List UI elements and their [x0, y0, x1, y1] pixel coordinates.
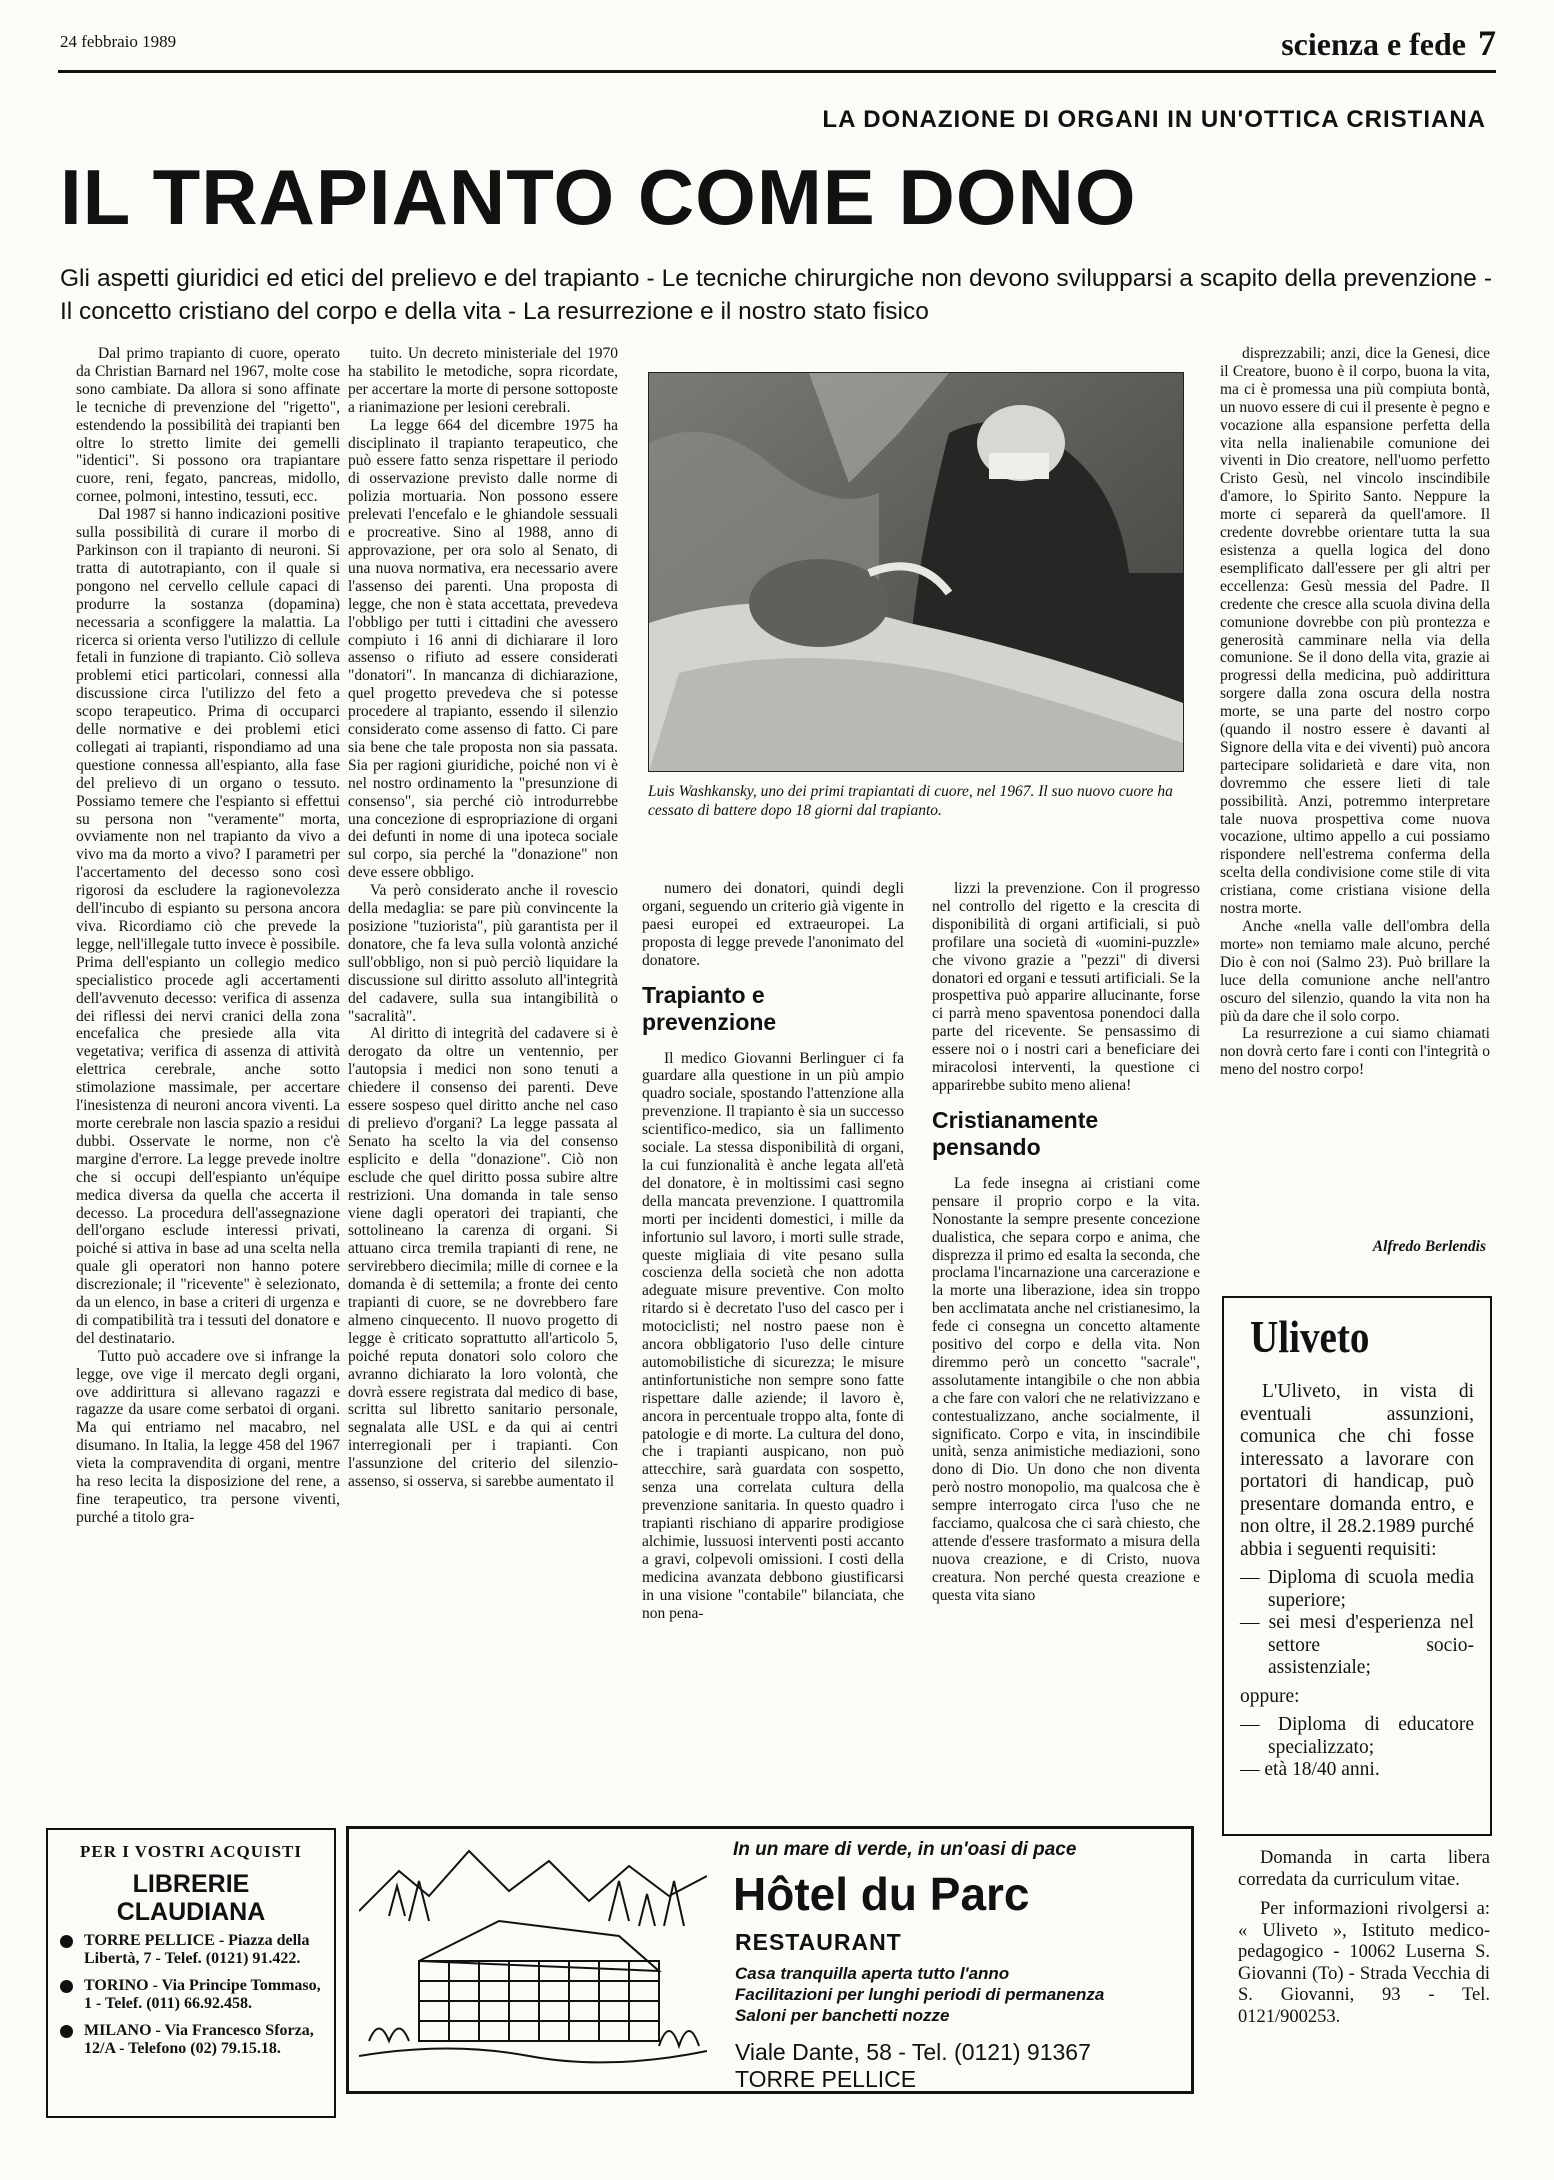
- article-kicker: LA DONAZIONE DI ORGANI IN UN'OTTICA CRISTIANA: [822, 106, 1486, 133]
- section-title: scienza e fede: [1281, 26, 1466, 62]
- librerie-ad: [46, 1828, 336, 2118]
- bullet-icon: [60, 2025, 73, 2038]
- paragraph: La legge 664 del dicembre 1975 ha disciplinato il trapianto terapeutico, che può essere fatto senza rispettare il periodo di osservazione previsto dalle norme di polizia mortuaria. Non possono essere prelevati l'encefalo e le ghiandole sessuali e procreative. Sino al 1988, anno di approvazione, per ora solo al Senato, di una nuova normativa, era necessario avere l'assenso dei parenti. Una proposta di legge, che non è stata accettata, prevedeva l'obbligo per tutti i cittadini che avessero compiuto i 16 anni di dichiarare il loro assenso o rifiuto ad essere considerati "donatori". In mancanza di dichiarazione, quel progetto prevedeva che si potesse procedere al trapianto, essendo il silenzio considerato come assenso di fatto. Ci pare sia bene che tale proposta non sia passata. Sia per ragioni giuridiche, poiché non vi è nel nostro ordinamento la "presunzione di consenso", sia perché ciò introdurrebbe una concezione di espropriazione di organi dei defunti in nome di una ipoteca sociale sul corpo, sia perché la "donazione" non deve essere obbligo.: [348, 416, 618, 882]
- hotel-town: TORRE PELLICE: [735, 2066, 917, 2092]
- photo-caption: Luis Washkansky, uno dei primi trapiantati di cuore, nel 1967. Il suo nuovo cuore ha cessato di battere dopo 18 giorni dal trapianto.: [648, 783, 1173, 819]
- store-address: TORINO - Via Principe Tommaso, 1 - Telef. (011) 66.92.458.: [84, 1977, 321, 2012]
- paragraph: numero dei donatori, quindi degli organi, seguendo un criterio già vigente in paesi europei ed extraeuropei. La proposta di legge prevede l'anonimato del donatore.: [642, 880, 904, 969]
- paragraph: disprezzabili; anzi, dice la Genesi, dice il Creatore, buono è il corpo, buona la vita, ma ci è promessa una più compiuta bontà, un nuovo essere di cui il presente è pegno e vocazione alla espansione perfetta della vita nella inalienabile comunione dei viventi in Dio creatore, nell'uomo perfetto Cristo Gesù, nel vincolo inscindibile d'amore, lo Spirito Santo. Neppure la morte ci separerà da quell'amore. Il credente dovrebbe orientare tutta la sua esistenza a quella logica del dono esemplificato dall'essere per gli altri per eccellenza: Gesù messia del Padre. Il credente che cresce alla scuola divina della comunione dovrebbe con più prontezza e generosità camminare nella via della comunione. Se il dono della vita, grazie ai progressi della medicina, può addirittura sorgere dalla zona oscura della nostra morte, se una parte del nostro corpo (quando il nostro essere è davanti al Signore della vita e dei viventi) può ancora partecipare solidarietà e dare vita, non dovremmo che essere lieti di tale possibilità. Anzi, potremmo interpretare tale nuova prospettiva come nuova vocazione, ultimo appello a cui possiamo rispondere nell'estrema conferma della scelta della condivisione come stile di vita cristiana, come cristiana visione della nostra morte.: [1220, 345, 1490, 918]
- uliveto-info: Per informazioni rivolgersi a: « Uliveto », Istituto medico-pedagogico - 10062 Luserna S. Giovanni (To) - Strada Vecchia di S. Giovanni, 93 - Tel. 0121/900253.: [1238, 1899, 1490, 2027]
- hotel-street: Viale Dante, 58 - Tel. (0121) 91367: [735, 2039, 1091, 2065]
- uliveto-notice: [1222, 1296, 1492, 1836]
- paragraph: Dal primo trapianto di cuore, operato da Christian Barnard nel 1967, molte cose sono cambiate. Da allora si sono affinate le tecniche di prevenzione del "rigetto", estendendo la possibilità dei trapianti ben oltre lo stretto limite dei gemelli "identici". Si possono ora trapiantare cuore, reni, fegato, pancreas, midollo, cornee, polmoni, intestino, tessuti, ecc.: [76, 345, 340, 506]
- paragraph: Va però considerato anche il rovescio della medaglia: se pare più convincente la posizione "tuziorista", più garantista per il donatore, che fa leva sulla volontà anziché sull'obbligo, non si può perciò liquidare la discussione sul diritto assoluto all'integrità del cadavere, sulla sua intangibilità o "sacralità".: [348, 882, 618, 1025]
- hotel-feature: Casa tranquilla aperta tutto l'anno: [735, 1964, 1010, 1983]
- subheading-prevenzione: Trapianto e prevenzione: [642, 981, 777, 1035]
- uliveto-oppure: oppure:: [1240, 1685, 1300, 1707]
- store-location: [58, 1932, 324, 1968]
- uliveto-intro: L'Uliveto, in vista di eventuali assunzioni, comunica che chi fosse interessato a lavorare con portatori di handicap, può presentare domanda entro, e non oltre, il 28.2.1989 purché abbia i seguenti requisiti:: [1240, 1381, 1474, 1560]
- article-title: IL TRAPIANTO COME DONO: [60, 153, 1137, 241]
- hotel-ad: [346, 1826, 1194, 2094]
- article-column-2: [348, 345, 618, 1910]
- paragraph: Dal 1987 si hanno indicazioni positive sulla possibilità di curare il morbo di Parkinson con il trapianto di neuroni. Si tratta di autotrapianto, con il quale si pongono nel cervello cellule capaci di produrre la sostanza (dopamina) necessaria a sconfiggere la malattia. La ricerca si orienta verso l'utilizzo di cellule fetali in funzione di trapianto. Ciò solleva problemi etici particolari, connessi alla discussione circa l'utilizzo del feto a scopo terapeutico. Prima di occuparci delle normative e dei problemi etici collegati ai trapianti, rispondiamo ad una questione connessa all'espianto, alla fase del prelievo di un organo o tessuto. Possiamo temere che l'espianto si effettui su persona non "veramente" morta, ovviamente non nel trapianto da vivo a vivo ma da morto a vivo? I parametri per l'accertamento del decesso sono così rigorosi da escludere la ragionevolezza dell'incubo di espianto su persona ancora viva. Ricordiamo ciò che prevede la legge, nell'illegale tutto invece è possibile. Prima dell'espianto un collegio medico specialistico procede agli accertamenti dell'avvenuto decesso: verifica di assenza dei riflessi dei nervi cranici della zona encefalica che presiede alla vita vegetativa; verifica di assenza di attività elettrica cerebrale, anche sotto stimolazione massimale, per accertare l'inesistenza di neuroni ancora viventi. La morte cerebrale non lascia spazio a residui dubbi. Osservate le norme, non c'è margine d'errore. La legge prevede inoltre che si occupi dell'espianto un'équipe medica diversa da quella che accerta il decesso. La procedura dell'assegnazione dell'organo esclude interessi privati, poiché si attiva in base ad una scelta nella quale gli operatori non hanno potere discrezionale; il "ricevente" è selezionato, da un elenco, in base a criteri di urgenza e di compatibilità tra i tessuti del donatore e del destinatario.: [76, 506, 340, 1347]
- subheading-cristianamente: Cristianamente pensando: [932, 1106, 1099, 1160]
- paragraph: tuito. Un decreto ministeriale del 1970 ha stabilito le metodiche, sopra ricordate, per accertare la morte di persone sottoposte a rianimazione per lesioni cerebrali.: [348, 345, 618, 416]
- paragraph: Anche «nella valle dell'ombra della morte» non temiamo male alcuno, perché Dio è con noi (Salmo 23). Può brillare la luce della comunione anche nell'antro oscuro del silenzio, quando la vita non ha più da dare che il solo corpo.: [1220, 918, 1490, 1025]
- patient-photo-image: [649, 373, 1183, 771]
- hotel-address: [735, 2039, 1091, 2093]
- article-column-5: [1220, 345, 1490, 1260]
- ad-store-name: [58, 1870, 324, 1926]
- paragraph: Al diritto di integrità del cadavere si è derogato da oltre un ventennio, per l'autopsia i medici non sono tenuti a chiedere il consenso dei parenti. Deve essere sospeso quel diritto anche nel caso di prelievo d'organi? La legge passata al Senato ha scelto la via del consenso esplicito e della "donazione". Ciò non esclude che quel diritto possa subire altre restrizioni. Una domanda in tale senso viene dagli operatori dei trapianti, che sottolineano la carenza di organi. Si attuano circa tremila trapianti di rene, ne servirebbero diecimila; mille di cornee e la domanda è di settemila; a fronte dei cento trapianti di cuore, se ne dovrebbero fare almeno cinquecento. Il nuovo progetto di legge è criticato soprattutto all'articolo 5, poiché reputa donatori solo coloro che avranno dichiarato la loro volontà, che dovrà essere registrata dal medico di base, scritta sul libretto sanitario personale, segnalata alle USL e da qui ai centri interregionali per i trapianti. Con l'assunzione del criterio del silenzio-assenso, si osserva, si sarebbe aumentato il: [348, 1025, 618, 1491]
- hotel-features: [735, 1963, 1104, 2026]
- store-address: MILANO - Via Francesco Sforza, 12/A - Telefono (02) 79.15.18.: [84, 2022, 314, 2057]
- store-location: [58, 2022, 324, 2058]
- hotel-restaurant: RESTAURANT: [735, 1929, 902, 1955]
- paragraph: La fede insegna ai cristiani come pensare il proprio corpo e la vita. Nonostante la sempre presente concezione dualistica, che separa corpo e anima, che disprezza il primo ed esalta la seconda, che proclama l'incarnazione una carcerazione e la morte una liberazione, idea sin troppo ben acclimatata anche nel cristianesimo, la fede ci consegna un concetto altamente positivo del corpo e della vita. Non diremmo però un concetto "sacrale", assolutamente intangibile o che non abbia a che fare con valori che ne relativizzano e contestualizzano, anche socialmente, il significato. Corpo e vita, in inscindibile unità, senza animistiche mediazioni, sono dono di Dio. Un dono che non diventa però nostro monopolio, ma qualcosa che è sempre interrogato circa l'uso che ne facciamo, qualcosa che ci sarà chiesto, che attende d'essere trasformato a misura della nuova creazione, e di Cristo, nuova creatura. Non perché questa creazione e questa vita siano: [932, 1174, 1200, 1604]
- ad-header: PER I VOSTRI ACQUISTI: [79, 1842, 303, 1861]
- article-column-3: [642, 880, 904, 1910]
- author-signature: Alfredo Berlendis: [1372, 1238, 1486, 1255]
- requirement-item: — Diploma di scuola media superiore;: [1240, 1567, 1474, 1611]
- issue-date: 24 febbraio 1989: [60, 32, 177, 51]
- hotel-feature: Facilitazioni per lunghi periodi di permanenza: [735, 1985, 1105, 2004]
- store-address: TORRE PELLICE - Piazza della Libertà, 7 - Telef. (0121) 91.422.: [84, 1932, 310, 1967]
- paragraph: La resurrezione a cui siamo chiamati non dovrà certo fare i conti con l'integrità o meno del nostro corpo!: [1220, 1025, 1490, 1079]
- hotel-tagline: In un mare di verde, in un'oasi di pace: [733, 1839, 1077, 1860]
- bullet-icon: [60, 1935, 73, 1948]
- store-name-line: CLAUDIANA: [116, 1898, 266, 1926]
- store-name-line: LIBRERIE: [132, 1870, 250, 1898]
- paragraph: lizzi la prevenzione. Con il progresso nel controllo del rigetto e la crescita di disponibilità di organi artificiali, si può profilare una società di «uomini-puzzle» che vivono grazie a "pezzi" di diversi donatori ed organi e tessuti artificiali. Se la prospettiva può apparire allucinante, forse ci parrà meno spaventosa ponendoci dalla parte del ricevente. Se pensassimo di essere noi o i nostri cari a beneficiare dei miracolosi interventi, la questione ci apparirebbe subito meno aliena!: [932, 880, 1200, 1094]
- page-number: 7: [1478, 23, 1496, 63]
- paragraph: Tutto può accadere ove si infrange la legge, ove vige il mercato degli organi, ove addirittura si allevano ragazzi e ragazze da usare come serbatoi di organi. Ma qui entriamo nel macabro, nel disumano. In Italia, la legge 458 del 1967 vieta la compravendita di organi, mentre ha reso lecita la disposizione del rene, a fine terapeutico, tra persone viventi, purché a titolo gra-: [76, 1347, 340, 1526]
- hotel-illustration-image: [359, 1841, 707, 2079]
- article-photo: [648, 372, 1184, 772]
- requirement-item: — sei mesi d'esperienza nel settore socio-assistenziale;: [1240, 1612, 1474, 1678]
- bullet-icon: [60, 1980, 73, 1993]
- paragraph: Il medico Giovanni Berlinguer ci fa guardare alla questione in un più ampio quadro sociale, spostando l'attenzione alla prevenzione. Il trapianto è sia un successo scientifico-medico, sia un fallimento sociale. La stessa disponibilità di organi, la cui funzionalità è anche legata all'età del donatore, è in moltissimi casi segno della mancata prevenzione. I quattromila morti per incidenti domestici, i mille da infortunio sul lavoro, i morti sulle strade, queste migliaia di vite pesano sulla coscienza della società che non adotta adeguate misure preventive. Con molto ritardo si è decretato l'uso del casco per i motociclisti; nel nostro paese non è ancora obbligatorio l'uso delle cinture automobilistiche di sicurezza; le misure antinfortunistiche non sempre sono fatte rispettare dalle aziende; il lavoro è, ancora in percentuale troppo alta, fonte di patologie e di morte. La cultura del dono, che i trapianti auspicano, non può attecchire, sarà guardata con sospetto, senza una correlata cultura della prevenzione sanitaria. In questo quadro i trapianti rischiano di apparire prodigiose alchimie, lussuosi interventi posti accanto a gravi, colpevoli omissioni. I costi della medicina avanzata debbono giustificarsi in una visione "contabile" bilanciata, che non pena-: [642, 1049, 904, 1622]
- uliveto-title: Uliveto: [1250, 1311, 1370, 1362]
- requirement-item: — età 18/40 anni.: [1240, 1759, 1380, 1780]
- store-location: [58, 1977, 324, 2013]
- article-column-4: [932, 880, 1200, 1910]
- article-column-1: [76, 345, 340, 1910]
- hotel-feature: Saloni per banchetti nozze: [735, 2006, 950, 2025]
- requirement-item: — Diploma di educatore specializzato;: [1240, 1714, 1474, 1758]
- hotel-name: Hôtel du Parc: [733, 1868, 1030, 1920]
- uliveto-contact: [1238, 1848, 1490, 2036]
- article-subtitle: Gli aspetti giuridici ed etici del prelievo e del trapianto - Le tecniche chirurgiche non devono svilupparsi a scapito della prevenzione - Il concetto cristiano del corpo e della vita - La resurrezione e il nostro stato fisico: [60, 265, 1492, 325]
- uliveto-domanda: Domanda in carta libera corredata da curriculum vitae.: [1238, 1848, 1490, 1890]
- header-rule: [58, 70, 1496, 73]
